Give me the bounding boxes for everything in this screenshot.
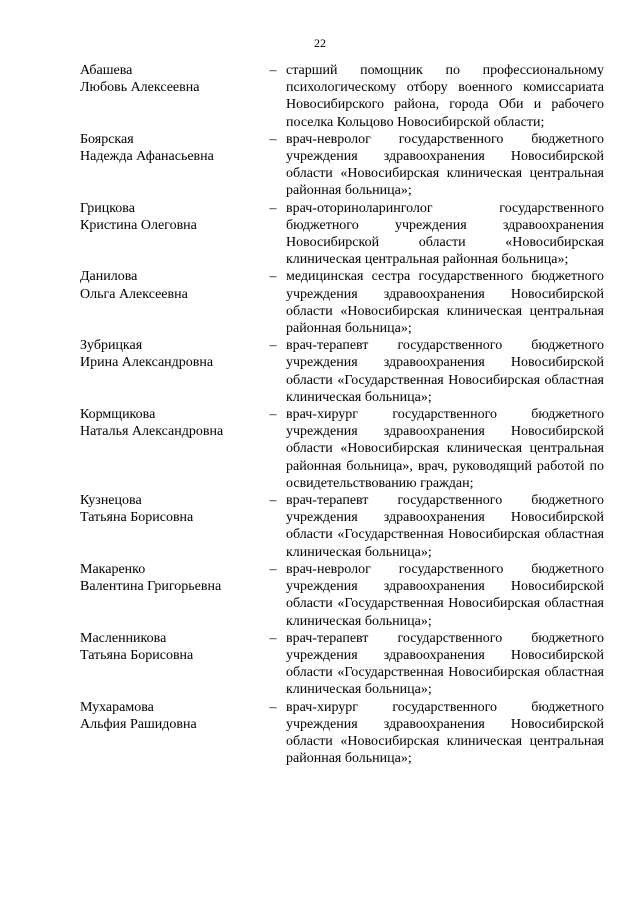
dash-separator: – [269,699,277,715]
member-name [80,200,260,234]
dash-separator: – [269,630,277,646]
member-given-names: Татьяна Борисовна [80,647,194,663]
member-position: врач-хирург государственного бюджетного учреждения здравоохранения Новосибирской области «Новосибирская клиническая центральная районная больница»; [286,699,604,767]
member-given-names: Ирина Александровна [80,355,214,371]
member-given-names: Валентина Григорьевна [80,579,222,595]
member-position: врач-терапевт государственного бюджетного учреждения здравоохранения Новосибирской области «Государственная Новосибирская областная клиническая больница»; [286,493,604,560]
member-name [80,62,260,96]
member-name [80,268,260,302]
member-given-names: Любовь Алексеевна [80,80,200,96]
member-entry [80,268,604,337]
member-entry [80,492,604,561]
member-given-names: Наталья Александровна [80,424,224,440]
member-entry [80,200,604,269]
dash-separator: – [269,131,277,147]
member-surname: Кормщикова [80,407,156,423]
member-entry [80,699,604,768]
dash-separator: – [269,493,277,509]
member-position: старший помощник по профессиональному психологическому отбору военного комиссариата Новосибирского района, города Оби и рабочего поселка Кольцово Новосибирской области; [286,63,604,130]
member-name [80,337,260,371]
dash-separator: – [269,200,277,216]
member-surname: Мухарамова [80,699,154,715]
member-position: врач-хирург государственного бюджетного учреждения здравоохранения Новосибирской области «Новосибирская клиническая центральная районная больница», врач, руководящий работой по освидетельствованию граждан; [286,407,604,491]
dash-separator: – [269,63,277,78]
member-surname: Боярская [80,131,134,147]
member-name [80,406,260,440]
dash-separator: – [269,561,277,577]
dash-separator: – [269,269,277,285]
member-surname: Данилова [80,269,138,285]
commission-member-list [80,62,604,767]
member-given-names: Надежда Афанасьевна [80,149,214,165]
member-entry [80,561,604,630]
page-number: 22 [314,36,326,50]
member-given-names: Татьяна Борисовна [80,510,194,526]
member-position: врач-терапевт государственного бюджетного учреждения здравоохранения Новосибирской области «Государственная Новосибирская областная клиническая больница»; [286,338,604,405]
member-name [80,699,260,733]
member-name [80,561,260,595]
member-surname: Макаренко [80,561,146,577]
member-entry [80,131,604,200]
member-position: врач-оториноларинголог государственного бюджетного учреждения здравоохранения Новосибирской области «Новосибирская клиническая центральная районная больница»; [286,200,604,268]
member-name [80,131,260,165]
member-name [80,492,260,526]
member-surname: Масленникова [80,630,167,646]
member-given-names: Альфия Рашидовна [80,716,197,732]
member-position: врач-терапевт государственного бюджетного учреждения здравоохранения Новосибирской области «Государственная Новосибирская областная клиническая больница»; [286,630,604,698]
member-position: врач-невролог государственного бюджетного учреждения здравоохранения Новосибирской области «Новосибирская клиническая центральная районная больница»; [286,131,604,199]
member-entry [80,62,604,131]
member-entry [80,337,604,406]
member-name [80,630,260,664]
member-surname: Абашева [80,63,133,78]
member-surname: Кузнецова [80,493,142,509]
member-surname: Грицкова [80,200,135,216]
member-position: медицинская сестра государственного бюджетного учреждения здравоохранения Новосибирской области «Новосибирская клиническая центральная районная больница»; [286,269,604,337]
member-given-names: Кристина Олеговна [80,217,197,233]
dash-separator: – [269,338,277,354]
member-given-names: Ольга Алексеевна [80,286,188,302]
dash-separator: – [269,407,277,423]
member-surname: Зубрицкая [80,338,143,354]
member-entry [80,630,604,699]
member-position: врач-невролог государственного бюджетного учреждения здравоохранения Новосибирской области «Государственная Новосибирская областная клиническая больница»; [286,561,604,629]
member-entry [80,406,604,492]
